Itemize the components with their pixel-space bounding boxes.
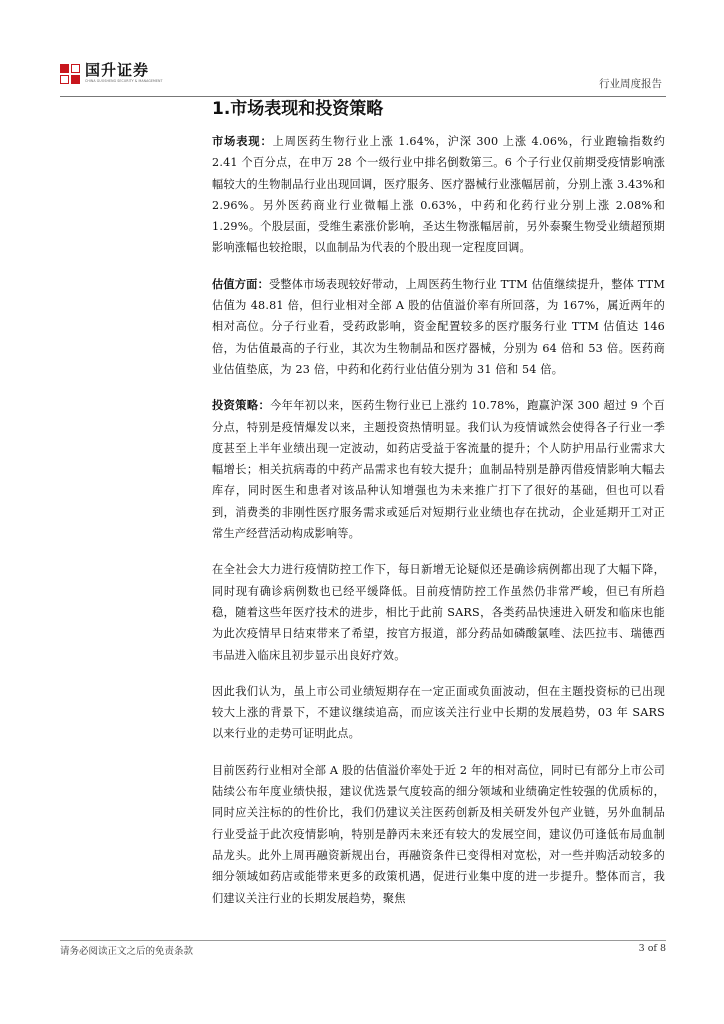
paragraph-lead: 估值方面： xyxy=(212,276,269,291)
page-header xyxy=(60,62,666,96)
paragraph-valuation xyxy=(212,274,665,380)
paragraph-epidemic-control xyxy=(212,559,665,665)
logo-square-icon xyxy=(60,64,80,84)
main-content xyxy=(212,131,665,924)
section-title: 1.市场表现和投资策略 xyxy=(212,99,384,119)
disclaimer-text: 请务必阅读正文之后的免责条款 xyxy=(60,946,194,957)
logo-subtitle: CHINA GUOSHENG SECURITY & MANAGEMENT xyxy=(85,79,163,83)
company-logo xyxy=(60,62,163,84)
paragraph-market-performance xyxy=(212,131,665,259)
paragraph-text: 今年年初以来，医药生物行业已上涨约 10.78%，跑赢沪深 300 超过 9 个百分点，特别是疫情爆发以来，主题投资热情明显。我们认为疫情诚然会使得各子行业一季度甚至上半年业绩出现一定波动，如药店受益于客流量的提升；个人防护用品行业需求大幅增长；相关抗病毒的中药产品需求也有较大提升；血制品特别是静丙借疫情影响大幅去库存，同时医生和患者对该品种认知增强也为未来推广打下了很好的基础，但也可以看到，消费类的非刚性医疗服务需求或延后对短期行业业绩也存在扰动，企业延期开工对正常生产经营活动构成影响等。 xyxy=(212,399,665,541)
logo-name: 国升证券 xyxy=(85,61,150,79)
footer-divider xyxy=(60,940,666,941)
paragraph-recommendation xyxy=(212,760,665,909)
paragraph-text: 目前医药行业相对全部 A 股的估值溢价率处于近 2 年的相对高位，同时已有部分上市公司陆续公布年度业绩快报，建议优选景气度较高的细分领域和业绩确定性较强的优质标的，同时应关注标的的性价比，我们仍建议关注医药创新及相关研发外包产业链，另外血制品行业受益于此次疫情影响，特别是静丙未来还有较大的发展空间，建议仍可逢低布局血制品龙头。此外上周再融资新规出台，再融资条件已变得相对宽松，对一些并购活动较多的细分领域如药店或能带来更多的政策机遇，促进行业集中度的进一步提升。整体而言，我们建议关注行业的长期发展趋势，聚焦 xyxy=(212,763,665,905)
page-number: 3 of 8 xyxy=(638,943,666,954)
paragraph-investment-strategy xyxy=(212,395,665,544)
paragraph-text: 受整体市场表现较好带动，上周医药生物行业 TTM 估值继续提升，整体 TTM 估值为 48.81 倍，但行业相对全部 A 股的估值溢价率有所回落，为 167%，属近两年的相对高位。分子行业看，受药政影响，资金配置较多的医疗服务行业 TTM 估值达 146 倍，为估值最高的子行业，其次为生物制品和医疗器械，分别为 64 倍和 53 倍。医药商业估值垫底，为 23 倍，中药和化药行业估值分别为 31 倍和 54 倍。 xyxy=(212,277,665,376)
report-type-label: 行业周度报告 xyxy=(599,78,662,90)
paragraph-lead: 市场表现： xyxy=(212,134,273,148)
paragraph-lead: 投资策略： xyxy=(212,398,271,413)
paragraph-text: 因此我们认为，虽上市公司业绩短期存在一定正面或负面波动，但在主题投资标的已出现较大上涨的背景下，不建议继续追高，而应该关注行业中长期的发展趋势，03 年 SARS 以来行业的走势可证明此点。 xyxy=(212,684,665,741)
paragraph-conclusion xyxy=(212,681,665,745)
paragraph-text: 在全社会大力进行疫情防控工作下，每日新增无论疑似还是确诊病例都出现了大幅下降，同时现有确诊病例数也已经平缓降低。目前疫情防控工作虽然仍非常严峻，但已有所趋稳，随着这些年医疗技术的进步，相比于此前 SARS，各类药品快速进入研发和临床也能为此次疫情早日结束带来了希望，按官方报道，部分药品如磷酸氯喹、法匹拉韦、瑞德西韦品进入临床且初步显示出良好疗效。 xyxy=(212,563,665,662)
paragraph-text: 上周医药生物行业上涨 1.64%，沪深 300 上涨 4.06%，行业跑输指数约 2.41 个百分点，在申万 28 个一级行业中排名倒数第三。6 个子行业仅前期受疫情影响涨幅较大的生物制品行业出现回调，医疗服务、医疗器械行业涨幅居前，分别上涨 3.43%和 2.96%。另外医药商业行业微幅上涨 0.63%，中药和化药行业分别上涨 2.08%和 1.29%。个股层面，受维生素涨价影响，圣达生物涨幅居前，另外泰聚生物受业绩超预期影响涨幅也较抢眼，以血制品为代表的个股出现一定程度回调。 xyxy=(212,135,665,255)
